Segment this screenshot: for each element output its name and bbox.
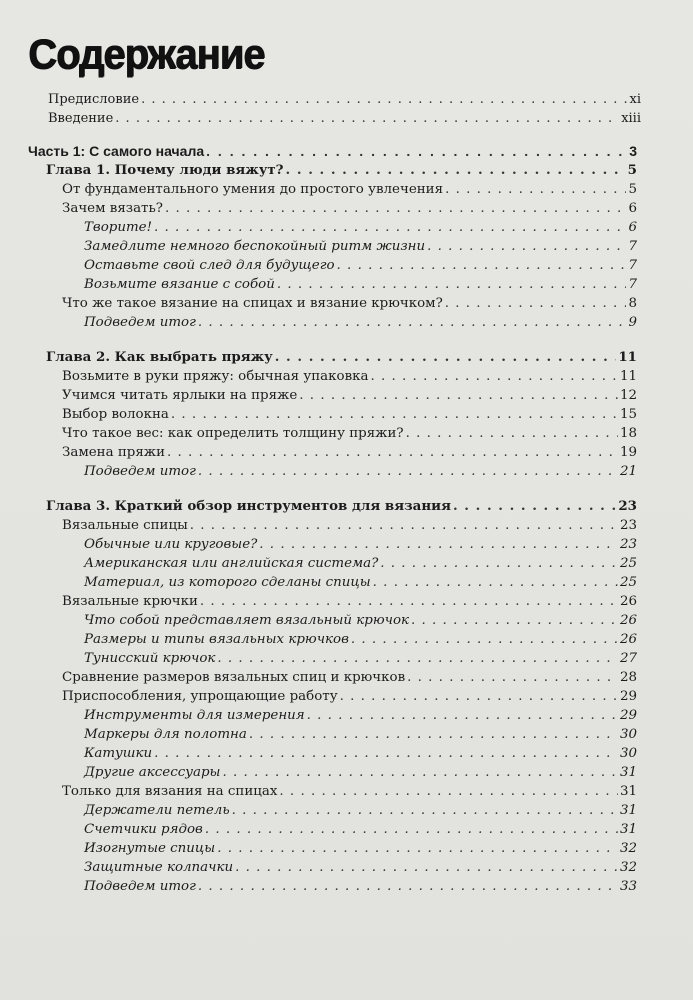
toc-entry-page: 9: [628, 315, 637, 330]
toc-entry-page: 7: [628, 258, 637, 273]
toc-entry-page: 26: [619, 613, 637, 628]
toc-entry-title: Возьмите вязание с собой: [84, 277, 275, 292]
toc-entry-page: 5: [627, 162, 637, 178]
toc-entry: [0, 294, 693, 313]
dot-leader: [427, 237, 626, 256]
toc-entry: [0, 801, 693, 820]
toc-entry-page: 3: [629, 143, 637, 159]
toc-entry: [0, 256, 693, 275]
toc-entry-page: 15: [619, 407, 637, 422]
dot-leader: [277, 275, 627, 294]
toc-entry-title: Замена пряжи: [62, 445, 166, 460]
toc-entry-title: Счетчики рядов: [84, 822, 203, 837]
toc-entry: [0, 820, 693, 839]
toc-entry: [0, 535, 693, 554]
toc-entry: [0, 462, 693, 481]
dot-leader: [445, 180, 626, 199]
toc-entry-title: Только для вязания на спицах: [62, 784, 278, 799]
dot-leader: [279, 782, 618, 801]
toc-entry-title: Тунисский крючок: [84, 651, 216, 666]
toc-entry-page: 29: [619, 708, 637, 723]
dot-leader: [286, 161, 626, 180]
toc-entry-title: Обычные или круговые?: [84, 537, 258, 552]
toc-entry: [0, 405, 693, 424]
dot-leader: [232, 801, 618, 820]
toc-entry: [0, 109, 693, 128]
toc-entry: [0, 161, 693, 180]
toc-entry-title: Глава 1. Почему люди вяжут?: [46, 162, 284, 178]
toc-entry-page: 26: [619, 632, 637, 647]
toc-entry-page: 27: [619, 651, 637, 666]
toc-entry: [0, 237, 693, 256]
dot-leader: [351, 630, 618, 649]
toc-entry-title: Вязальные крючки: [62, 594, 198, 609]
toc-entry-title: Глава 3. Краткий обзор инструментов для вязания: [46, 498, 451, 514]
toc-entry: [0, 839, 693, 858]
toc-entry-page: 23: [619, 537, 637, 552]
toc-entry-page: 23: [619, 518, 637, 533]
dot-leader: [275, 348, 617, 367]
toc-entry-page: 8: [628, 296, 637, 311]
toc-entry: [0, 725, 693, 744]
toc-entry: [0, 424, 693, 443]
toc-entry-title: Катушки: [84, 746, 153, 761]
spacer: [0, 481, 693, 497]
toc-entry-page: 31: [619, 765, 637, 780]
toc-entry: [0, 199, 693, 218]
toc-entry-page: 32: [619, 860, 637, 875]
toc-entry-page: 32: [619, 841, 637, 856]
toc-entry-page: 7: [628, 277, 637, 292]
toc-entry-title: Подведем итог: [84, 315, 196, 330]
toc-entry: [0, 744, 693, 763]
dot-leader: [411, 611, 618, 630]
dot-leader: [217, 839, 618, 858]
toc-entry-title: Вязальные спицы: [62, 518, 188, 533]
toc-entry: [0, 668, 693, 687]
toc-entry: [0, 763, 693, 782]
dot-leader: [340, 687, 618, 706]
toc-entry-title: Материал, из которого сделаны спицы: [84, 575, 371, 590]
dot-leader: [115, 109, 619, 128]
toc-entry-page: 23: [618, 498, 637, 514]
toc-entry-title: Введение: [48, 111, 114, 126]
dot-leader: [259, 535, 618, 554]
toc-entry: [0, 180, 693, 199]
toc-entry-page: 12: [619, 388, 637, 403]
dot-leader: [205, 820, 618, 839]
toc-entry-title: Инструменты для измерения: [84, 708, 305, 723]
toc-entry-page: xi: [629, 92, 641, 107]
spacer: [0, 128, 693, 142]
dot-leader: [206, 142, 627, 161]
toc-entry: [0, 554, 693, 573]
dot-leader: [407, 668, 618, 687]
toc-entry: [0, 275, 693, 294]
toc-entry-title: Защитные колпачки: [84, 860, 234, 875]
dot-leader: [154, 218, 626, 237]
page-title: Содержание: [28, 30, 265, 77]
toc-entry: [0, 348, 693, 367]
toc-entry-title: Изогнутые спицы: [84, 841, 216, 856]
toc-entry-page: 31: [619, 784, 637, 799]
dot-leader: [190, 516, 618, 535]
toc-entry-title: Другие аксессуары: [84, 765, 221, 780]
toc-entry-title: Зачем вязать?: [62, 201, 163, 216]
toc-entry-title: Что такое вес: как определить толщину пряжи?: [62, 426, 404, 441]
toc-entry-page: 6: [628, 201, 637, 216]
toc-entry-page: 5: [628, 182, 637, 197]
toc-entry-page: 25: [619, 556, 637, 571]
toc-entry-title: Подведем итог: [84, 464, 196, 479]
dot-leader: [373, 573, 618, 592]
dot-leader: [371, 367, 618, 386]
dot-leader: [200, 592, 618, 611]
toc-entry-page: 29: [619, 689, 637, 704]
toc-entry-title: Что собой представляет вязальный крючок: [84, 613, 410, 628]
toc-entry: [0, 573, 693, 592]
dot-leader: [141, 90, 627, 109]
toc-entry-title: Размеры и типы вязальных крючков: [84, 632, 349, 647]
toc-entry: [0, 142, 693, 161]
dot-leader: [380, 554, 618, 573]
dot-leader: [249, 725, 618, 744]
dot-leader: [307, 706, 618, 725]
toc-entry-title: Держатели петель: [84, 803, 230, 818]
toc-entry: [0, 630, 693, 649]
toc-entry-page: 18: [619, 426, 637, 441]
toc-entry: [0, 367, 693, 386]
toc-entry: [0, 858, 693, 877]
toc-entry-title: Творите!: [84, 220, 152, 235]
toc-entry-page: 19: [619, 445, 637, 460]
toc-entry: [0, 877, 693, 896]
toc-entry-page: 28: [619, 670, 637, 685]
table-of-contents: [0, 90, 693, 896]
dot-leader: [406, 424, 618, 443]
toc-entry-title: Выбор волокна: [62, 407, 169, 422]
toc-entry-page: 33: [619, 879, 637, 894]
toc-entry-title: Часть 1: С самого начала: [28, 143, 205, 159]
dot-leader: [445, 294, 627, 313]
dot-leader: [167, 443, 618, 462]
toc-entry-title: Оставьте свой след для будущего: [84, 258, 335, 273]
dot-leader: [222, 763, 618, 782]
toc-entry: [0, 592, 693, 611]
dot-leader: [198, 313, 627, 332]
toc-entry-page: 11: [618, 349, 637, 365]
toc-entry-page: 6: [628, 220, 637, 235]
toc-entry-title: Американская или английская система?: [84, 556, 379, 571]
toc-entry: [0, 649, 693, 668]
toc-entry: [0, 687, 693, 706]
toc-entry-page: 30: [619, 746, 637, 761]
toc-entry-page: 25: [619, 575, 637, 590]
toc-entry-title: Глава 2. Как выбрать пряжу: [46, 349, 273, 365]
toc-entry: [0, 706, 693, 725]
toc-entry-page: 11: [619, 369, 637, 384]
toc-entry-title: Предисловие: [48, 92, 140, 107]
dot-leader: [154, 744, 618, 763]
toc-entry-title: Маркеры для полотна: [84, 727, 247, 742]
toc-entry: [0, 516, 693, 535]
toc-entry-title: От фундаментального умения до простого увлечения: [62, 182, 444, 197]
toc-entry-title: Приспособления, упрощающие работу: [62, 689, 338, 704]
toc-entry: [0, 386, 693, 405]
toc-entry-title: Что же такое вязание на спицах и вязание крючком?: [62, 296, 443, 311]
dot-leader: [453, 497, 616, 516]
toc-entry-page: 21: [619, 464, 637, 479]
toc-entry-title: Возьмите в руки пряжу: обычная упаковка: [62, 369, 369, 384]
toc-entry-page: 30: [619, 727, 637, 742]
dot-leader: [198, 877, 618, 896]
dot-leader: [165, 199, 627, 218]
dot-leader: [299, 386, 618, 405]
toc-entry: [0, 218, 693, 237]
toc-entry-page: 31: [619, 822, 637, 837]
toc-entry-page: xiii: [621, 111, 641, 126]
dot-leader: [217, 649, 618, 668]
toc-entry: [0, 611, 693, 630]
toc-entry: [0, 443, 693, 462]
dot-leader: [171, 405, 618, 424]
toc-entry-page: 31: [619, 803, 637, 818]
toc-entry: [0, 782, 693, 801]
toc-entry: [0, 313, 693, 332]
toc-entry-title: Замедлите немного беспокойный ритм жизни: [84, 239, 426, 254]
dot-leader: [198, 462, 618, 481]
toc-entry-page: 7: [628, 239, 637, 254]
toc-entry-title: Сравнение размеров вязальных спиц и крючков: [62, 670, 406, 685]
toc-entry: [0, 497, 693, 516]
dot-leader: [235, 858, 618, 877]
toc-entry-title: Подведем итог: [84, 879, 196, 894]
dot-leader: [337, 256, 627, 275]
toc-entry: [0, 90, 693, 109]
toc-entry-page: 26: [619, 594, 637, 609]
spacer: [0, 332, 693, 348]
toc-entry-title: Учимся читать ярлыки на пряже: [62, 388, 298, 403]
